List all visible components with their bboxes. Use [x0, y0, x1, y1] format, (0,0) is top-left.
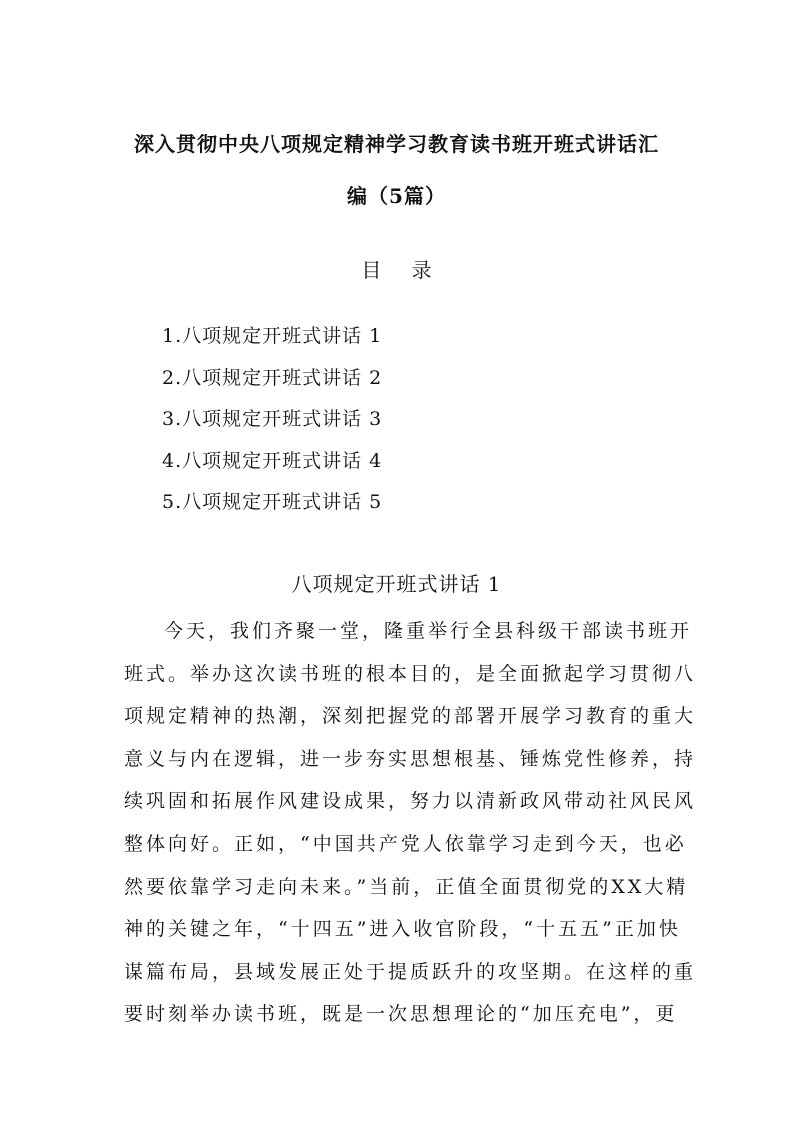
paragraph-line: 神的关键之年，“十四五”进入收官阶段，“十五五”正加快: [124, 918, 681, 941]
toc-item-4[interactable]: 4.八项规定开班式讲话 4: [162, 449, 383, 472]
toc-item-2[interactable]: 2.八项规定开班式讲话 2: [162, 366, 383, 389]
paragraph-line: 今天，我们齐聚一堂，隆重举行全县科级干部读书班开: [164, 620, 693, 642]
paragraph-line: 班式。举办这次读书班的根本目的，是全面掀起学习贯彻八: [124, 662, 697, 685]
document-title-line-2: 编（5篇）: [347, 184, 446, 208]
paragraph-line: 意义与内在逻辑，进一步夯实思想根基、锤炼党性修养，持: [124, 747, 697, 770]
toc-item-1[interactable]: 1.八项规定开班式讲话 1: [162, 325, 383, 347]
paragraph-line: 谋篇布局，县域发展正处于提质跃升的攻坚期。在这样的重: [124, 960, 697, 983]
section-paragraph: [124, 610, 697, 1036]
document-title-line-1: 深入贯彻中央八项规定精神学习教育读书班开班式讲话汇: [134, 132, 659, 156]
paragraph-line: 整体向好。正如，“中国共产党人依靠学习走到今天，也必: [124, 832, 687, 855]
paragraph-line: 然要依靠学习走向未来。”当前，正值全面贯彻党的XX大精: [124, 875, 689, 898]
toc-item-3[interactable]: 3.八项规定开班式讲话 3: [162, 408, 383, 430]
section-heading: 八项规定开班式讲话 1: [291, 572, 502, 596]
table-of-contents: [162, 322, 382, 530]
toc-item-5[interactable]: 5.八项规定开班式讲话 5: [162, 491, 383, 513]
paragraph-line: 项规定精神的热潮，深刻把握党的部署开展学习教育的重大: [124, 705, 697, 728]
paragraph-line: 续巩固和拓展作风建设成果，努力以清新政风带动社风民风: [124, 790, 697, 813]
toc-heading: 目 录: [361, 258, 444, 282]
paragraph-line: 要时刻举办读书班，既是一次思想理论的“加压充电”，更: [124, 1003, 678, 1026]
